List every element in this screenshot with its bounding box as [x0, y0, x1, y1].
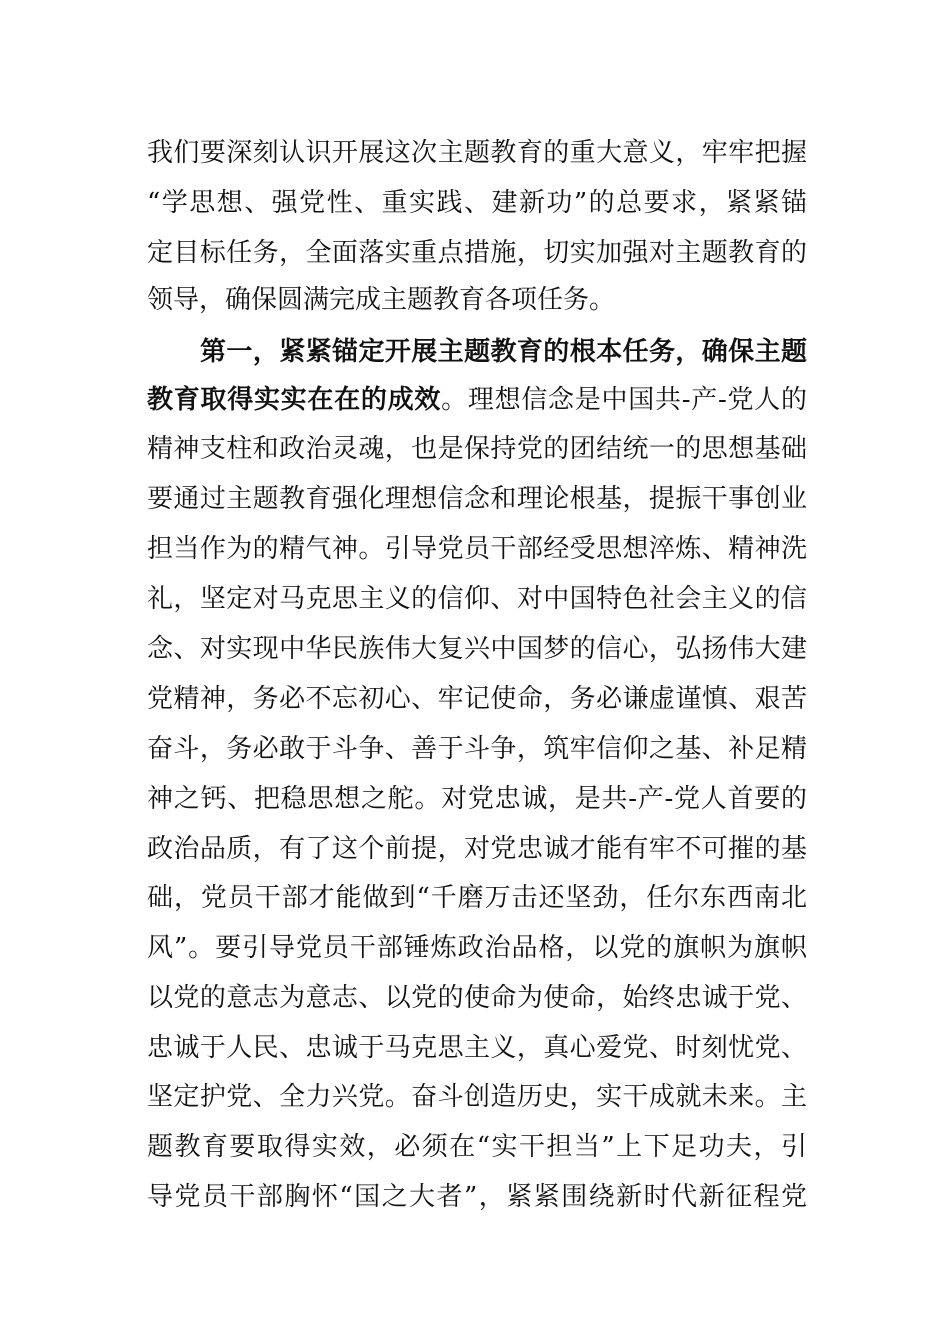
text-span: 。理想信念是中国共-产-党人的 — [441, 385, 807, 415]
section-heading-line: 第一，紧紧锚定开展主题教育的根本任务，确保主题 — [200, 337, 807, 367]
text-line: 导党员干部胸怀“国之大者”，紧紧围绕新时代新征程党 — [147, 1182, 807, 1212]
text-line: “学思想、强党性、重实践、建新功”的总要求，紧紧锚 — [147, 188, 807, 218]
text-line: 奋斗，务必敢于斗争、善于斗争，筑牢信仰之基、补足精 — [147, 734, 807, 764]
text-line: 以党的意志为意志、以党的使命为使命，始终忠诚于党、 — [147, 983, 807, 1013]
text-line: 定目标任务，全面落实重点措施，切实加强对主题教育的 — [147, 238, 807, 268]
text-line: 风”。要引导党员干部锤炼政治品格，以党的旗帜为旗帜 — [147, 933, 807, 963]
text-line: 我们要深刻认识开展这次主题教育的重大意义，牢牢把握 — [147, 138, 807, 168]
text-line: 党精神，务必不忘初心、牢记使命，务必谦虚谨慎、艰苦 — [147, 684, 807, 714]
text-line: 礼，坚定对马克思主义的信仰、对中国特色社会主义的信 — [147, 584, 807, 614]
text-line: 政治品质，有了这个前提，对党忠诚才能有牢不可摧的基 — [147, 834, 807, 864]
text-line: 精神支柱和政治灵魂，也是保持党的团结统一的思想基础 — [147, 434, 807, 464]
text-line: 坚定护党、全力兴党。奋斗创造历史，实干成就未来。主 — [147, 1082, 807, 1112]
text-line: 念、对实现中华民族伟大复兴中国梦的信心，弘扬伟大建 — [147, 634, 807, 664]
text-line: 领导，确保圆满完成主题教育各项任务。 — [147, 285, 616, 315]
text-line: 忠诚于人民、忠诚于马克思主义，真心爱党、时刻忧党、 — [147, 1033, 807, 1063]
text-line: 要通过主题教育强化理想信念和理论根基，提振干事创业 — [147, 484, 807, 514]
text-line: 础，党员干部才能做到“千磨万击还坚劲，任尔东西南北 — [147, 883, 807, 913]
text-line: 担当作为的精气神。引导党员干部经受思想淬炼、精神洗 — [147, 534, 807, 564]
section-heading-line: 教育取得实实在在的成效 — [147, 385, 442, 415]
text-line: 题教育要取得实效，必须在“实干担当”上下足功夫，引 — [147, 1132, 807, 1162]
text-line: 神之钙、把稳思想之舵。对党忠诚，是共-产-党人首要的 — [147, 784, 807, 814]
mixed-line — [147, 380, 807, 420]
